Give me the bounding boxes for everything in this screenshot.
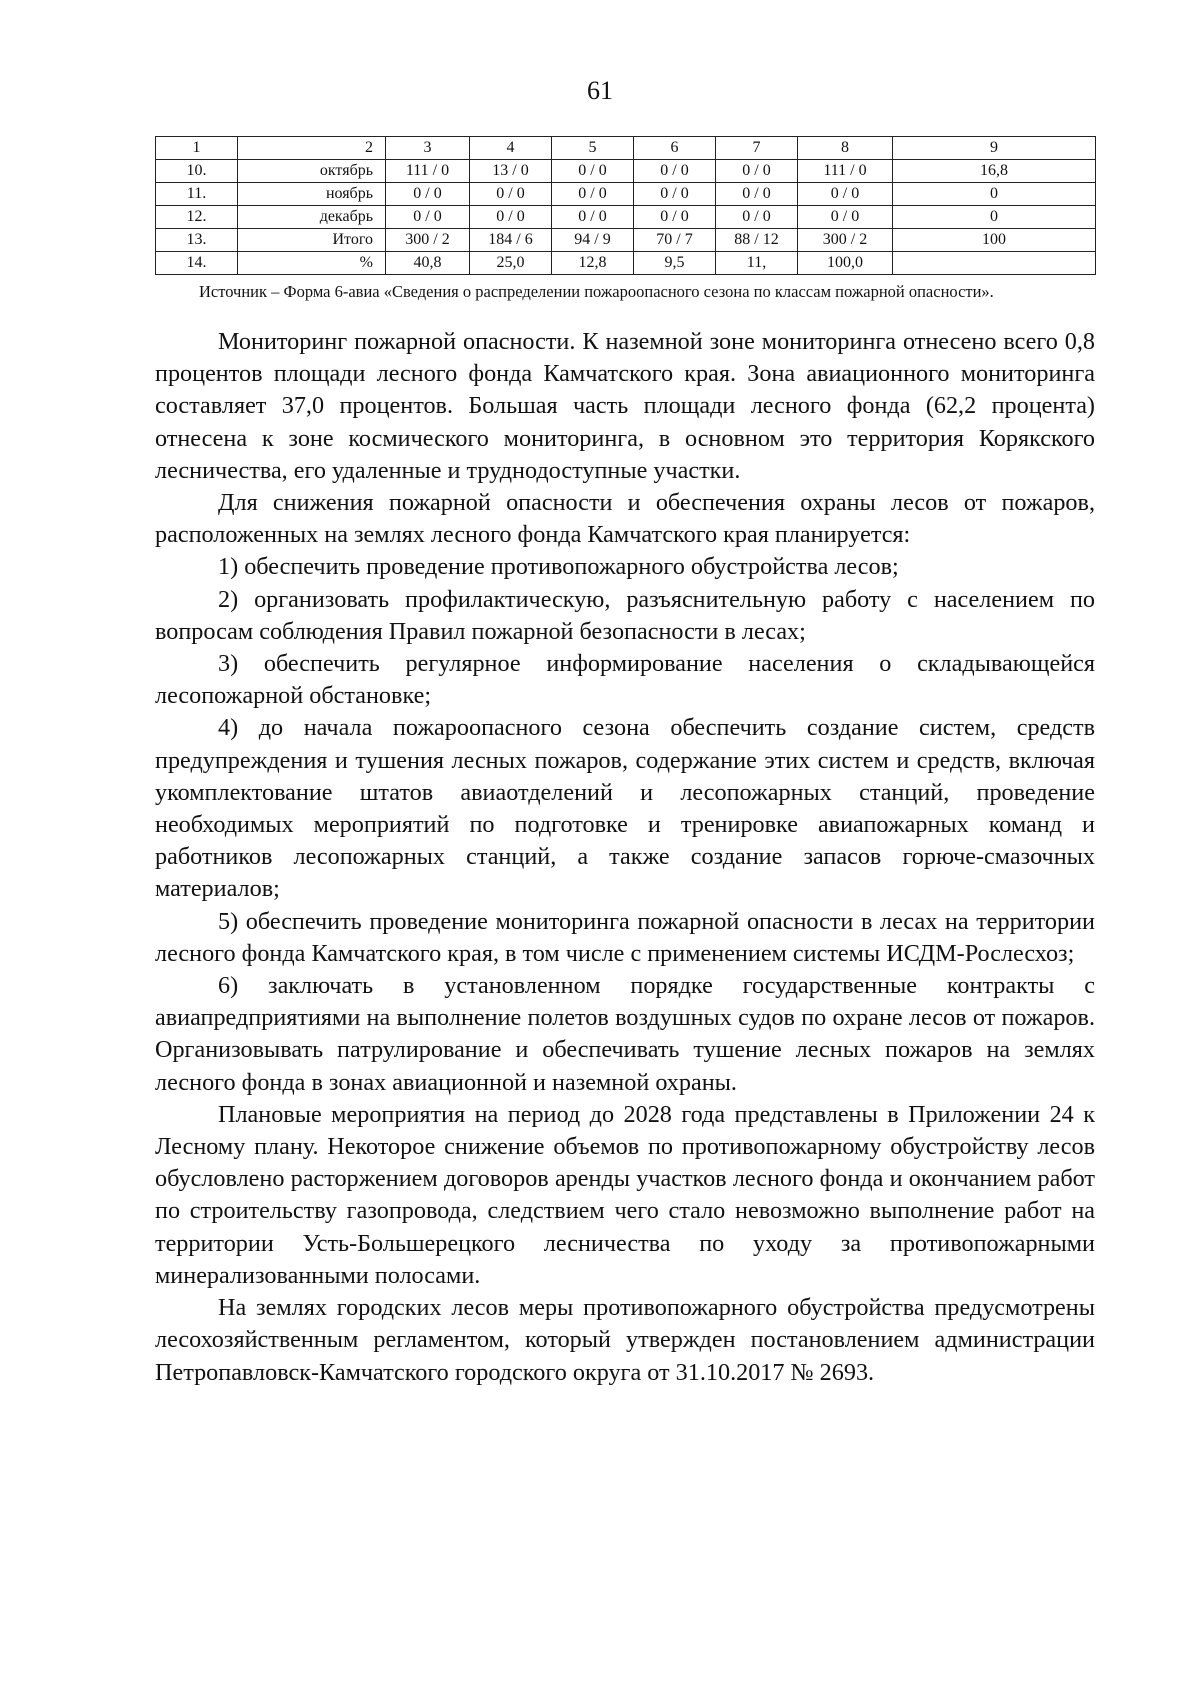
table-row (156, 252, 1096, 275)
table-cell: 12. (156, 206, 238, 229)
table-cell: 300 / 2 (798, 229, 893, 252)
table-cell: 1 (156, 137, 238, 160)
body-text (155, 326, 1095, 1389)
fire-season-table (155, 136, 1096, 275)
page-number: 61 (587, 76, 613, 105)
table-cell: ноябрь (238, 183, 386, 206)
table-row (156, 160, 1096, 183)
list-item: 4) до начала пожароопасного сезона обеспечить создание систем, средств предупреждения и тушения лесных пожаров, содержание этих систем и средств, включая укомплектование штатов авиаотделений и лесопожарных станций, проведение необходимых мероприятий по подготовке и тренировке авиапожарных команд и работников лесопожарных станций, а также создание запасов горюче-смазочных материалов; (155, 714, 1095, 903)
table-cell: 70 / 7 (634, 229, 716, 252)
table-cell: 10. (156, 160, 238, 183)
table-cell: 0 (893, 206, 1096, 229)
table-row (156, 137, 1096, 160)
table-cell: 9 (893, 137, 1096, 160)
table-cell: 4 (470, 137, 552, 160)
list-item: 2) организовать профилактическую, разъяснительную работу с населением по вопросам соблюдения Правил пожарной безопасности в лесах; (155, 585, 1095, 645)
table-cell: 8 (798, 137, 893, 160)
table-cell: 9,5 (634, 252, 716, 275)
list-item: 6) заключать в установленном порядке государственные контракты с авиапредприятиями на выполнение полетов воздушных судов по охране лесов от пожаров. Организовывать патрулирование и обеспечивать тушение лесных пожаров на землях лесного фонда в зонах авиационной и наземной охраны. (155, 972, 1095, 1096)
table-cell: % (238, 252, 386, 275)
table-cell: 6 (634, 137, 716, 160)
table-cell: 88 / 12 (716, 229, 798, 252)
table-source-note: Источник – Форма 6-авиа «Сведения о распределении пожароопасного сезона по классам пожарной опасности». (199, 282, 994, 301)
table-cell: 0 / 0 (552, 160, 634, 183)
paragraph: Мониторинг пожарной опасности. К наземной зоне мониторинга отнесено всего 0,8 процентов площади лесного фонда Камчатского края. Зона авиационного мониторинга составляет 37,0 процентов. Большая часть площади лесного фонда (62,2 процента) отнесена к зоне космического мониторинга, в основном это территория Корякского лесничества, его удаленные и труднодоступные участки. (155, 328, 1095, 484)
table-cell: 13 / 0 (470, 160, 552, 183)
table-row (156, 229, 1096, 252)
table-cell: 3 (386, 137, 470, 160)
list-item: 5) обеспечить проведение мониторинга пожарной опасности в лесах на территории лесного фонда Камчатского края, в том числе с применением системы ИСДМ-Рослесхоз; (155, 907, 1095, 967)
table-cell: 100 (893, 229, 1096, 252)
table-cell: 0 / 0 (716, 160, 798, 183)
table-cell: 111 / 0 (386, 160, 470, 183)
table-cell: 184 / 6 (470, 229, 552, 252)
table-cell: 5 (552, 137, 634, 160)
table-cell: 0 / 0 (552, 183, 634, 206)
table-cell: 0 / 0 (386, 206, 470, 229)
table-cell: 2 (238, 137, 386, 160)
list-item: 1) обеспечить проведение противопожарного обустройства лесов; (218, 553, 899, 581)
table-cell: 0 / 0 (470, 183, 552, 206)
table-cell: 0 / 0 (798, 183, 893, 206)
table-cell: 0 / 0 (634, 183, 716, 206)
table-cell: 11, (716, 252, 798, 275)
table-cell: 111 / 0 (798, 160, 893, 183)
table-cell: 100,0 (798, 252, 893, 275)
table-row (156, 206, 1096, 229)
table-cell: 0 / 0 (634, 160, 716, 183)
table-cell: 0 / 0 (798, 206, 893, 229)
table-cell: 13. (156, 229, 238, 252)
table-cell: 0 / 0 (716, 183, 798, 206)
table-cell (893, 252, 1096, 275)
paragraph: На землях городских лесов меры противопожарного обустройства предусмотрены лесохозяйственным регламентом, который утвержден постановлением администрации Петропавловск-Камчатского городского округа от 31.10.2017 № 2693. (155, 1294, 1095, 1386)
table-body (156, 137, 1096, 275)
table-cell: 0 / 0 (552, 206, 634, 229)
table-cell: 0 / 0 (386, 183, 470, 206)
paragraph: Плановые мероприятия на период до 2028 года представлены в Приложении 24 к Лесному плану. Некоторое снижение объемов по противопожарному обустройству лесов обусловлено расторжением договоров аренды участков лесного фонда и окончанием работ по строительству газопровода, следствием чего стало невозможно выполнение работ на территории Усть-Большерецкого лесничества по уходу за противопожарными минерализованными полосами. (155, 1100, 1095, 1289)
table-cell: 300 / 2 (386, 229, 470, 252)
table-cell: 0 (893, 183, 1096, 206)
paragraph: Для снижения пожарной опасности и обеспечения охраны лесов от пожаров, расположенных на землях лесного фонда Камчатского края планируется: (155, 489, 1095, 549)
table-cell: 12,8 (552, 252, 634, 275)
table-cell: 25,0 (470, 252, 552, 275)
table-cell: 16,8 (893, 160, 1096, 183)
list-item: 3) обеспечить регулярное информирование населения о складывающейся лесопожарной обстановке; (155, 650, 1095, 710)
table-cell: 11. (156, 183, 238, 206)
table-row (156, 183, 1096, 206)
table-cell: 94 / 9 (552, 229, 634, 252)
table-cell: 7 (716, 137, 798, 160)
table-cell: Итого (238, 229, 386, 252)
table-cell: 14. (156, 252, 238, 275)
table-cell: 40,8 (386, 252, 470, 275)
table-cell: октябрь (238, 160, 386, 183)
table-cell: 0 / 0 (634, 206, 716, 229)
table-cell: 0 / 0 (716, 206, 798, 229)
table-cell: декабрь (238, 206, 386, 229)
table-cell: 0 / 0 (470, 206, 552, 229)
